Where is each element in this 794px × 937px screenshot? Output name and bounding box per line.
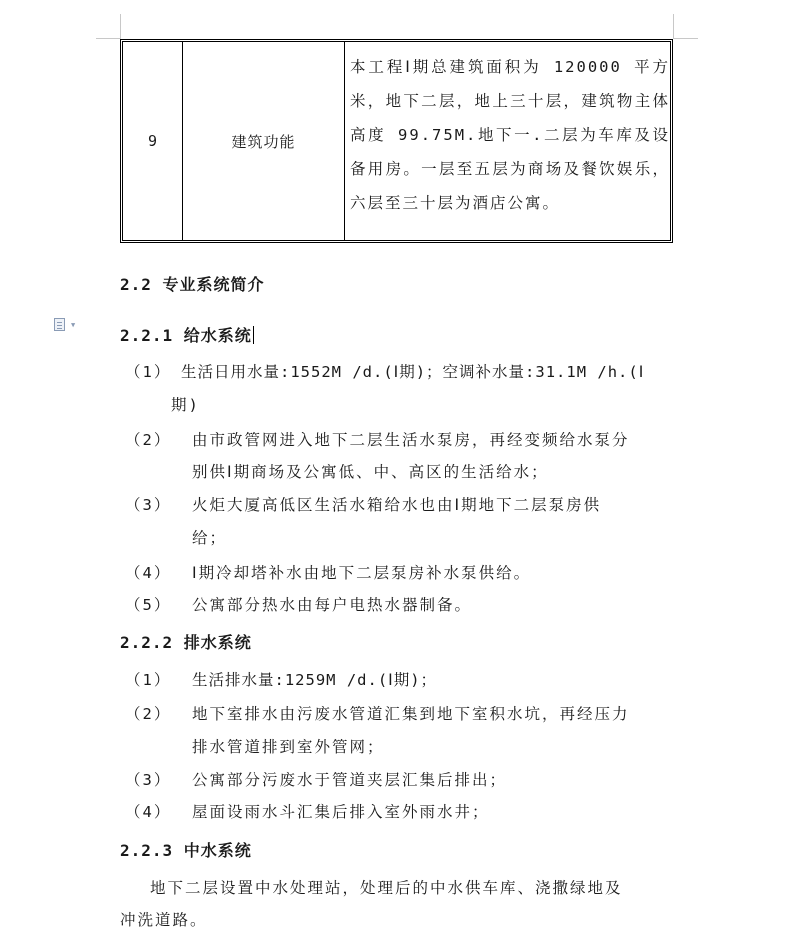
list-item: 公寓部分热水由每户电热水器制备。 <box>192 596 473 614</box>
list-number: （1） <box>125 363 172 381</box>
list-item-cont: 给； <box>192 529 228 547</box>
water-supply-heading <box>120 323 254 346</box>
drainage-heading: 2.2.2 排水系统 <box>120 633 252 652</box>
corner-mark <box>96 38 120 39</box>
list-item: Ⅰ期冷却塔补水由地下二层泵房补水泵供给。 <box>192 564 532 582</box>
row-name: 建筑功能 <box>231 132 296 151</box>
chevron-down-icon[interactable]: ▼ <box>71 321 76 329</box>
list-number: （4） <box>125 564 172 582</box>
list-item-cont: 期) <box>171 396 200 414</box>
corner-mark <box>674 38 698 39</box>
water-supply-title: 2.2.1 给水系统 <box>120 326 252 345</box>
project-info-table <box>120 39 673 243</box>
list-number: （2） <box>125 705 172 723</box>
reclaimed-water-paragraph: 地下二层设置中水处理站，处理后的中水供车库、浇撒绿地及 <box>150 879 623 897</box>
list-item: 地下室排水由污废水管道汇集到地下室积水坑，再经压力 <box>192 705 630 723</box>
list-item: 生活日用水量:1552M /d.(Ⅰ期)；空调补水量:31.1M /h.(Ⅰ <box>181 363 645 381</box>
list-number: （5） <box>125 596 172 614</box>
list-number: （4） <box>125 803 172 821</box>
corner-mark <box>120 14 121 39</box>
list-number: （3） <box>125 496 172 514</box>
list-item-cont: 别供Ⅰ期商场及公寓低、中、高区的生活给水； <box>192 463 549 481</box>
list-item-cont: 排水管道排到室外管网； <box>192 738 385 756</box>
list-number: （3） <box>125 771 172 789</box>
list-item: 火炬大厦高低区生活水箱给水也由Ⅰ期地下二层泵房供 <box>192 496 602 514</box>
document-icon[interactable] <box>54 318 65 331</box>
list-item: 生活排水量:1259M /d.(Ⅰ期)； <box>192 671 438 689</box>
table-divider <box>344 42 345 240</box>
text-cursor <box>253 326 254 344</box>
section-heading: 2.2 专业系统简介 <box>120 275 265 294</box>
reclaimed-water-heading: 2.2.3 中水系统 <box>120 841 252 860</box>
list-item: 公寓部分污废水于管道夹层汇集后排出； <box>192 771 508 789</box>
corner-mark <box>673 14 674 39</box>
row-description: 本工程Ⅰ期总建筑面积为 120000 平方米，地下二层，地上三十层，建筑物主体高度 99.75M.地下一.二层为车库及设备用房。一层至五层为商场及餐饮娱乐，六层至三十层为酒店公寓。 <box>350 58 670 212</box>
list-number: （1） <box>125 671 172 689</box>
reclaimed-water-paragraph-cont: 冲洗道路。 <box>120 911 208 929</box>
list-item: 屋面设雨水斗汇集后排入室外雨水井； <box>192 803 490 821</box>
list-number: （2） <box>125 431 172 449</box>
list-item: 由市政管网进入地下二层生活水泵房，再经变频给水泵分 <box>192 431 630 449</box>
row-number: 9 <box>147 132 158 150</box>
